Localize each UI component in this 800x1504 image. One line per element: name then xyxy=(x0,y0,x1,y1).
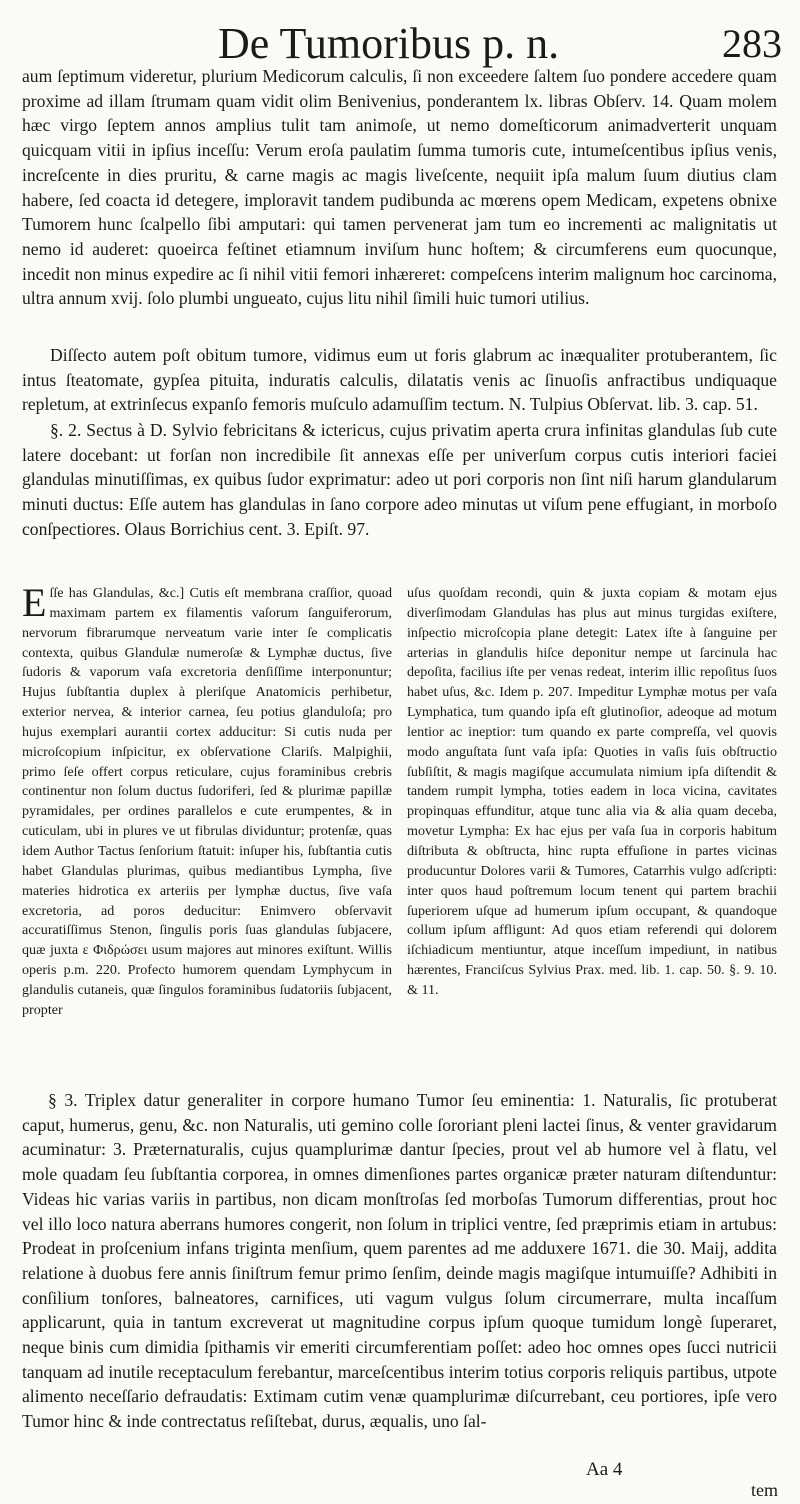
running-title: De Tumoribus p. n. xyxy=(218,19,560,68)
page-number: 283 xyxy=(722,21,782,66)
paragraph-3: §. 2. Sectus à D. Sylvio febricitans & ictericus, cujus privatim aperta crura infinitas glandulas ſub cute latere docebant: ut forſan non incredibile ſit annexas eſſe per univerſum corpus cutis interiori faciei glandulas minutiſſimas, ex quibus ſudor exprimatur: adeo ut pori corporis non ſint niſi harum glandularum minuti ductus: Eſſe autem has glandulas in ſano corpore adeo minutas ut viſum pene effugiant, in morboſo conſpectiores. Olaus Borrichius cent. 3. Epiſt. 97. xyxy=(22,420,777,539)
annotation-block xyxy=(22,580,777,1084)
page-footer xyxy=(0,1458,800,1504)
catchword: tem xyxy=(751,1480,778,1500)
drop-capital: E xyxy=(22,580,47,625)
paragraph-4: § 3. Triplex datur generaliter in corpore humano Tumor ſeu eminentia: 1. Naturalis, ſic protuberat caput, humerus, genu, &c. non Naturalis, uti gemino colle ſororiant pleni lactei ſinus, & venter gravidarum acuminatur: 3. Præternaturalis, cujus quamplurimæ dantur ſpecies, prout vel ab humore vel à flatu, vel mole quadam ſeu ſubſtantia corporea, in omnes dimenſiones partes organicæ præter naturam diſtenduntur: Videas hic varias variis in partibus, non dicam monſtroſas ſed morboſas Tumorum differentias, prout hoc vel illo loco natura aberrans humores congerit, non ſolum in triplici ventre, ſed præprimis etiam in artubus: Prodeat in proſcenium infans triginta menſium, quem parentes ad me adduxere 1671. die 30. Maij, addita relatione à duobus fere annis ſiniſtrum femur primo ſenſim, deinde magis magiſque intumuiſſe? Adhibiti in conſilium tonſores, balneatores, carnifices, uti vagum vulgus ſolum circumerrare, multa incaſſum applicarunt, quia in tantum excreverat ut magnitudine corpus ipſum quoque tumidum longè ſuperaret, neque binis cum dimidia ſpithamis vir emeriti circumferentiam poſſet: adeo hoc omnes opes ſucci nutricii tanquam ad inutile receptaculum ferebantur, marceſcentibus interim totius corporis reliquis partibus, utpote alimento neceſſario defraudatis: Extimam cutim venæ quamplurimæ diſcurrebant, ceu portiores, ipſe vero Tumor hinc & inde contrectatus reſiſtebat, durus, æqualis, uno ſal- xyxy=(22,1090,777,1432)
paragraph-1: aum ſeptimum videretur, plurium Medicorum calculis, ſi non exceedere ſaltem ſuo pondere accedere quam proxime ad illam ſtrumam quam vidit olim Benivenius, ponderantem lx. libras Obſerv. 14. Quam molem hæc virgo ſeptem annos amplius tulit tam animoſe, ut nemo domeſticorum animadverterit unquam quicquam vitii in ipſius inceſſu: Verum eroſa paulatim ſumma tumoris cute, intumeſcentibus ipſius venis, increſcente in dies pruritu, & carne magis ac magis liveſcente, nequiit ipſa malum ſuum diutius clam habere, ſed coacta id detegere, imploravit tandem pudibunda ac mœrens opem Medicam, expetens obnixe Tumorem hunc ſcalpello ſibi amputari: qui tamen pervenerat jam tum eo incrementi ac malignitatis ut nemo id auderet: quoeirca feſtinet etiamnum inviſum hunc hoſtem; & circumferens eum quocunque, incedit non minus expedire ac ſi nihil vitii femori inhæreret: compeſcens interim malignum hoc carcinoma, ultra annum xvij. ſolo plumbi ungueato, cujus litu nihil ſimili huic tumori utilius. xyxy=(22,66,777,309)
annotation-right-column xyxy=(407,584,777,1001)
signature-mark: Aa 4 xyxy=(586,1459,623,1480)
annotation-left-text: ſſe has Glandulas, &c.] Cutis eſt membrana craſſior, quoad maximam partem ex filamentis vaſorum ſanguiferorum, nervorum fibrarumque nerveatum varie inter ſe complicatis contexta, quibus Glandulæ numeroſæ & Lymphæ ductus, ſive ſudoris & vaporum vaſa excretoria denſiſſime interponuntur; Hujus ſubſtantia duplex à pleriſque Anatomicis perhibetur, exterior nervea, & interior carnea, ſeu potius glanduloſa; pro hujus exemplari aurantii cortex adducitur: Si cutis nuda per microſcopium inſpicitur, ex obſervatione Clariſs. Malpighii, primo ſeſe offert corpus reticulare, cujus foraminibus crebris continentur non ſolum ductus ſudoriferi, ſed & plurimæ papillæ pyramidales, per ordines parallelos e cute erumpentes, & in cuticulam, ubi in plures ve ut fibrulas dividuntur; protenſæ, quas idem Author Tactus ſenſorium ſtatuit: inſuper his, ſubſtantia cutis habet Glandulas plurimas, quibus mediantibus Lympha, ſive materies hidrotica ex arteriis per lymphæ ductus, ſive vaſa excretoria, ad poros deducitur: Enimvero obſervavit accuratiſſimus Stenon, ſingulis poris ſuas glandulas ſubjacere, quæ juxta ε Φιδρώσει usum majores aut minores exiſtunt. Willis operis p.m. 220. Profecto humorem quendam Lymphycum in glandulis cutaneis, quæ ſingulos foraminibus ſudatoriis ſubjacent, propter xyxy=(22,585,392,1018)
paragraph-2: Diſſecto autem poſt obitum tumore, vidimus eum ut foris glabrum ac inæqualiter protuberantem, ſic intus ſteatomate, gypſea pituita, induratis calculis, dilatatis venis ac ſinuoſis anfractibus undiquaque repletum, at extrinſecus expanſo femoris muſculo adamuſſim tectum. N. Tulpius Obſervat. lib. 3. cap. 51. xyxy=(22,345,777,415)
annotation-right-text: uſus quoſdam recondi, quin & juxta copiam & motam ejus diverſimodam Glandulas has plus aut minus turgidas exiſtere, inſpectio microſcopia plane detegit: Latex iſte à ſanguine per arterias in glandulis hiſce deponitur nempe ut ſarcinula hac depoſita, facilius iſte per venas redeat, interim illic repoſitus ſuos habet uſus, &c. Idem p. 207. Impeditur Lymphæ motus per vaſa Lymphatica, tum quando ipſa eſt glutinoſior, adeoque ad motum lentior ac ineptior: tum quando ex parte compreſſa, vel quovis modo anguſtata ſunt vaſa ipſa: Quoties in vaſis ſuis obſtructio ſubſiſtit, & magis magiſque accumulata nimium ipſa diſtendit & tandem rumpit lympha, toties eadem in loca vicina, cavitates propinquas effunditur, atque tunc alia via & alia quam deceba, movetur Lympha: Ex hac ejus per vaſa ſua in corporis habitum diſtributa & obſtructa, hinc rupta effuſione in partes vicinas producuntur Dolores varii & Tumores, Catarrhis vulgo adſcripti: inter quos haud poſtremum locum tenent qui partem brachii ſuperiorem uſque ad humerum ipſum occupant, & quandoque collum ipſum affligunt: Ad quos etiam referendi qui dolorem iſchiadicum mentiuntur, atque inceſſum impediunt, in natibus hærentes, Franciſcus Sylvius Prax. med. lib. 1. cap. 50. §. 9. 10. & 11. xyxy=(407,585,777,998)
annotation-left-column xyxy=(22,580,392,1021)
